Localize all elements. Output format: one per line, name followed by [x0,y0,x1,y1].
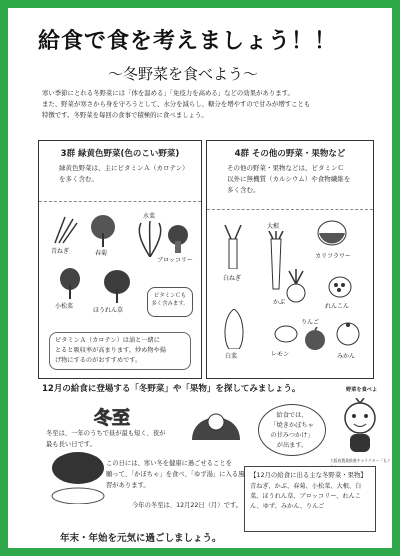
lotus-root-image [327,275,353,299]
group4-description [227,163,365,196]
intro-line: 特徴です。冬野菜を毎回の食事で積極的に食べましょう。 [42,111,208,119]
veg-label: かぶ [273,299,286,306]
group4-desc-line: その他の野菜・果物などは、ビタミンＣ [227,164,344,172]
group4-heading: 4群 その他の野菜・果物など [234,149,346,159]
veg-label: 青ねぎ [51,248,70,255]
veg-label: カリフラワー [315,253,352,260]
yuzu-bath-image [188,400,244,444]
apple-image [303,327,327,351]
toji-line: 最も長い日です。 [46,441,96,448]
hakusai-image [221,309,247,349]
group3-description [59,163,193,185]
group3-heading: 3群 緑黄色野菜(色のこい野菜) [60,149,180,159]
menu-line: 菜、ほうれん草、ブロッコリー、れんこ [250,493,362,500]
veg-label: りんご [301,319,320,326]
toji-line: この日には、寒い冬を健康に過ごせることを [106,460,232,467]
veg-label: ブロッコリー [157,257,193,264]
veg-label: 水菜 [143,213,156,220]
toji-title: 冬至 [94,408,130,429]
toji-date: 今年の冬至は、12月22日（月）です。 [132,502,242,509]
white-onion-image [221,225,245,269]
menu-line: 青ねぎ、かぶ、春菊、小松菜、大根、白 [250,483,362,490]
section-heading: 12月の給食に登場する「冬野菜」や「果物」を探してみましょう。 [42,384,301,394]
menu-heading: 【12月の給食に出る主な冬野菜・果物】 [250,471,367,479]
intro-line: また、野菜が寒さから身を守ろうとして、水分を減らし、糖分を増やすので甘みが増すことも [42,100,311,108]
note-line: ビタミンＡ（カロテン）は油と一緒に [55,337,160,344]
bubble-line: が出ます。 [276,442,308,449]
toji-line: 願って、「かぼちゃ」を食べ、「ゆず湯」に入る風 [106,471,245,478]
note-line: げ物にするのがおすすめです。 [55,357,142,364]
footer-text: 年末・年始を元気に過ごしましょう。 [60,533,222,544]
komatsuna-image [57,267,83,299]
toji-line: 習があります。 [106,482,150,489]
page-title: 給食で食を考えましょう！！ [38,29,338,54]
toji-line: 冬至は、一年のうちで昼が最も短く、夜が [46,430,166,437]
veg-label: 白ねぎ [223,275,242,282]
veg-label: れんこん [325,303,350,310]
bubble-line: ビタミンＣも [153,293,187,299]
group4-desc-line: 以外に無機質（カルシウム）や食物繊維を [227,175,351,183]
intro-text [42,88,374,121]
shungiku-image [89,213,117,247]
vitamin-a-note [49,332,191,370]
veg-label: 小松菜 [55,303,74,310]
bubble-line: の甘みつかけ」 [270,432,314,439]
turnip-image [283,269,309,303]
spinach-image [101,269,133,303]
note-line: とると吸収率が高まります。炒め物や揚 [55,347,166,354]
broccoli-image [163,223,193,253]
mikan-image [335,321,361,347]
mascot-caption: 大阪府農業推進キャラクター「もぐ [330,458,391,463]
menu-box [244,466,376,532]
bubble-line: 給食では、 [276,412,308,419]
mascot-label: 野菜を食べよ [346,387,378,393]
group3-panel [38,140,202,379]
mizuna-image [135,221,165,257]
cauliflower-image [315,219,349,249]
group4-desc-line: 多く含む。 [227,186,260,194]
group4-panel [206,140,374,379]
green-onion-image [51,215,79,245]
group3-divider [39,201,201,202]
menu-line: ん、ゆず、みかん、りんご [250,503,325,510]
intro-line: 寒い季節にとれる冬野菜には「体を温める」「免疫力を高める」などの効果があります。 [42,89,294,97]
vitamin-c-bubble [147,287,193,317]
group3-desc-line: 緑黄色野菜は、主にビタミンＡ（カロテン） [59,164,189,172]
group3-desc-line: を多く含む。 [59,175,98,183]
veg-label: みかん [337,353,356,360]
group4-divider [207,209,373,210]
veg-label: 春菊 [95,250,108,257]
mascot-mogurin-image [340,398,380,456]
toji-paragraph [106,458,244,491]
veg-label: 白菜 [225,353,238,360]
veg-label: ほうれん草 [93,307,124,314]
kabocha-image [48,448,108,504]
toji-paragraph [46,428,165,450]
veg-label: 大根 [267,223,280,230]
page-subtitle: ～冬野菜を食べよう～ [108,65,259,83]
veg-label: レモン [271,351,290,358]
bubble-line: 多く含みます。 [151,301,189,307]
bubble-line: 「焼きかぼちゃ [270,422,314,429]
mascot-speech-bubble [258,404,326,456]
lemon-image [273,323,299,345]
